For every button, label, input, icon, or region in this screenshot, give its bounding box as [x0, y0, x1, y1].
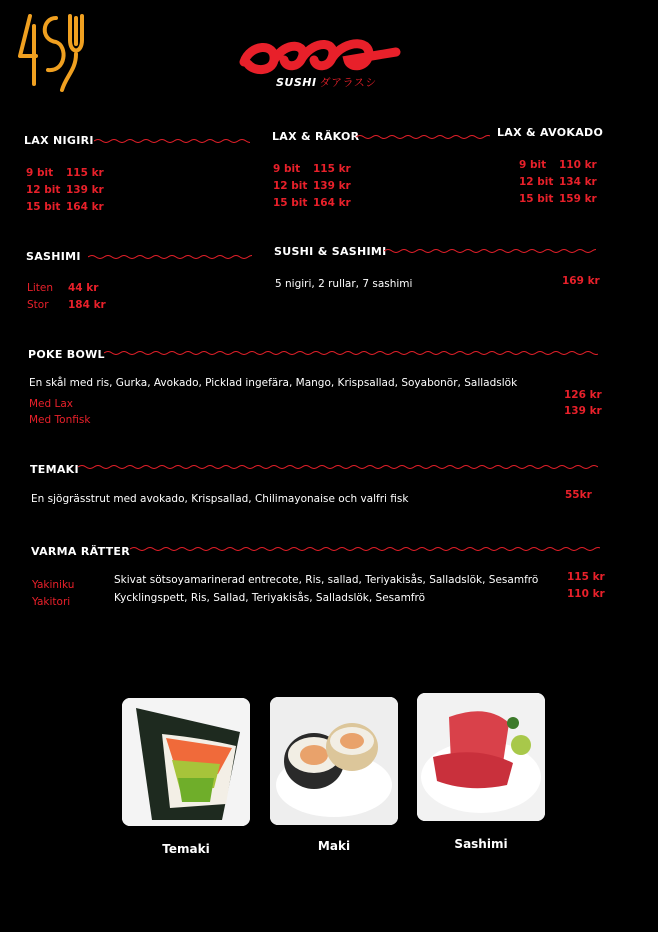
photo-caption-sashimi: Sashimi — [454, 837, 508, 851]
photo-caption-maki: Maki — [317, 839, 351, 853]
temaki-desc: En sjögrässtrut med avokado, Krispsallad, Chilimayonaise och valfri fisk — [31, 493, 409, 505]
price-row: 12 bit 139 kr — [26, 184, 104, 196]
wavy-divider — [78, 464, 598, 470]
brand-subtitle — [276, 74, 377, 90]
price-row: 15 bit 159 kr — [519, 193, 597, 205]
section-sashimi — [26, 250, 81, 263]
poke-price-tonfisk: 139 kr — [564, 405, 602, 417]
poke-option-tonfisk: Med Tonfisk — [29, 414, 91, 426]
varma-item-name: Yakiniku — [32, 579, 75, 591]
price-row: Stor 184 kr — [27, 299, 106, 311]
section-title: VARMA RÄTTER — [31, 545, 131, 558]
lax-rakor-prices — [273, 161, 351, 212]
maki-photo — [270, 697, 398, 825]
section-title: LAX & RÄKOR — [272, 130, 360, 143]
poke-bowl-desc: En skål med ris, Gurka, Avokado, Picklad ingefära, Mango, Krispsallad, Soyabonör, Salladslök — [29, 377, 518, 389]
section-lax-avokado — [497, 126, 603, 139]
section-sushi-sashimi — [274, 245, 387, 258]
varma-item-name: Yakitori — [32, 596, 71, 608]
section-temaki — [30, 463, 79, 476]
sushi-sashimi-desc: 5 nigiri, 2 rullar, 7 sashimi — [275, 278, 413, 290]
section-title: POKE BOWL — [28, 348, 105, 361]
section-title: TEMAKI — [30, 463, 79, 476]
temaki-photo — [122, 698, 250, 826]
sashimi-photo — [417, 693, 545, 821]
wavy-divider — [130, 546, 600, 552]
price-row: 12 bit 139 kr — [273, 180, 351, 192]
poke-price-lax: 126 kr — [564, 389, 602, 401]
temaki-price: 55kr — [565, 489, 592, 501]
section-title: SUSHI & SASHIMI — [274, 245, 387, 258]
varma-item-price: 115 kr — [567, 571, 605, 583]
price-row: Liten 44 kr — [27, 282, 99, 294]
section-poke-bowl — [28, 348, 105, 361]
section-title: LAX NIGIRI — [24, 134, 94, 147]
photo-caption-temaki: Temaki — [162, 842, 210, 856]
section-lax-rakor — [272, 130, 359, 143]
lax-avokado-prices — [519, 157, 597, 208]
section-lax-nigiri — [24, 134, 94, 147]
wavy-divider — [94, 138, 250, 144]
price-row: 12 bit 134 kr — [519, 176, 597, 188]
wavy-divider — [384, 248, 596, 254]
section-title: LAX & AVOKADO — [497, 126, 604, 139]
section-title: SASHIMI — [26, 250, 81, 263]
sushi-sashimi-price: 169 kr — [562, 275, 600, 287]
wavy-divider — [356, 134, 490, 140]
section-varma-ratter — [31, 545, 130, 558]
poke-option-lax: Med Lax — [29, 398, 74, 410]
brand-sub-jp: ダアラスシ — [319, 76, 377, 89]
price-row: 15 bit 164 kr — [273, 197, 351, 209]
sashimi-prices — [27, 280, 106, 314]
price-row: 9 bit 110 kr — [519, 159, 597, 171]
price-row: 15 bit 164 kr — [26, 201, 104, 213]
wavy-divider — [88, 254, 252, 260]
lax-nigiri-prices — [26, 165, 104, 216]
varma-item-desc: Skivat sötsoyamarinerad entrecote, Ris, sallad, Teriyakisås, Salladslök, Sesamfrö — [114, 574, 539, 586]
price-row: 9 bit 115 kr — [26, 167, 104, 179]
varma-item-price: 110 kr — [567, 588, 605, 600]
price-row: 9 bit 115 kr — [273, 163, 351, 175]
wavy-divider — [104, 350, 598, 356]
restaurant-logo-icon — [16, 10, 90, 96]
brand-sub-latin: SUSHI — [276, 76, 317, 89]
varma-item-desc: Kycklingspett, Ris, Sallad, Teriyakisås, Salladslök, Sesamfrö — [114, 592, 426, 604]
